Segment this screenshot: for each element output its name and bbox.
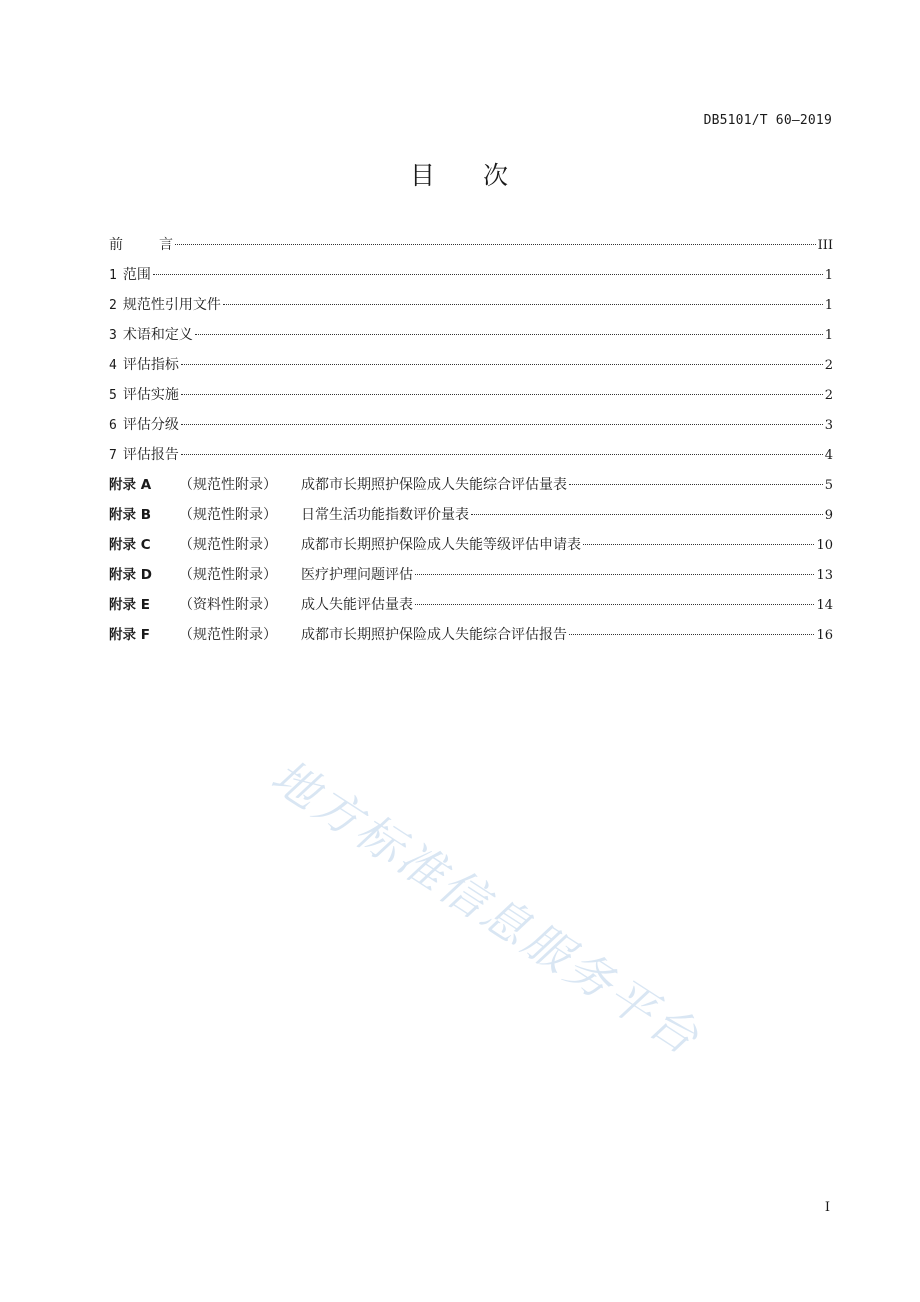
dot-leader [175, 244, 816, 245]
toc-page-number: 1 [824, 298, 833, 313]
toc-page-number: 2 [824, 358, 833, 373]
annex-prefix: 附录 E [109, 597, 150, 613]
annex-title: 日常生活功能指数评价量表 [301, 507, 469, 523]
dot-leader [181, 454, 823, 455]
dot-leader [181, 364, 823, 365]
dot-leader [415, 574, 814, 575]
dot-leader [153, 274, 823, 275]
section-title: 评估实施 [122, 387, 179, 403]
annex-title: 成人失能评估量表 [301, 597, 413, 613]
annex-prefix: 附录 C [109, 537, 151, 553]
dot-leader [181, 424, 823, 425]
section-number: 5 [109, 388, 117, 403]
section-number: 6 [109, 418, 117, 433]
annex-prefix: 附录 B [109, 507, 151, 523]
annex-title: 成都市长期照护保险成人失能综合评估报告 [301, 627, 567, 643]
section-number: 1 [109, 268, 117, 283]
table-of-contents [109, 234, 833, 654]
toc-page-number: 4 [824, 448, 833, 463]
toc-entry-annex-e[interactable] [109, 594, 833, 624]
toc-entry-annex-c[interactable] [109, 534, 833, 564]
dot-leader [569, 484, 823, 485]
toc-entry-annex-b[interactable] [109, 504, 833, 534]
dot-leader [415, 604, 814, 605]
annex-prefix: 附录 D [109, 567, 152, 583]
annex-type: （规范性附录） [179, 537, 277, 553]
toc-page-number: 5 [824, 478, 833, 493]
section-number: 2 [109, 298, 117, 313]
toc-entry-section-7[interactable] [109, 444, 833, 474]
annex-type: （规范性附录） [179, 567, 277, 583]
toc-entry-section-2[interactable] [109, 294, 833, 324]
toc-page-number: 10 [816, 538, 833, 553]
annex-type: （规范性附录） [179, 507, 277, 523]
page-title [0, 156, 920, 192]
annex-type: （规范性附录） [179, 627, 277, 643]
dot-leader [569, 634, 814, 635]
annex-title: 医疗护理问题评估 [301, 567, 413, 583]
section-title: 术语和定义 [122, 327, 193, 343]
dot-leader [181, 394, 823, 395]
title-char-1: 目 [409, 161, 437, 190]
toc-entry-section-4[interactable] [109, 354, 833, 384]
page-footer-number: I [824, 1200, 830, 1215]
section-number: 3 [109, 328, 117, 343]
toc-page-number: 1 [824, 328, 833, 343]
dot-leader [195, 334, 823, 335]
toc-entry-foreword[interactable] [109, 234, 833, 264]
dot-leader [223, 304, 823, 305]
toc-entry-annex-d[interactable] [109, 564, 833, 594]
section-title: 评估指标 [122, 357, 179, 373]
annex-title: 成都市长期照护保险成人失能等级评估申请表 [301, 537, 581, 553]
toc-page-number: 13 [816, 568, 833, 583]
annex-prefix: 附录 F [109, 627, 150, 643]
toc-entry-annex-f[interactable] [109, 624, 833, 654]
dot-leader [583, 544, 814, 545]
toc-entry-section-6[interactable] [109, 414, 833, 444]
toc-entry-section-5[interactable] [109, 384, 833, 414]
section-title: 范围 [122, 267, 151, 283]
section-title: 评估分级 [122, 417, 179, 433]
toc-page-number: 2 [824, 388, 833, 403]
section-number: 4 [109, 358, 117, 373]
toc-page-number: 1 [824, 268, 833, 283]
section-title: 规范性引用文件 [122, 297, 221, 313]
toc-entry-section-3[interactable] [109, 324, 833, 354]
toc-page-number: 9 [824, 508, 833, 523]
toc-page-number: 16 [816, 628, 833, 643]
section-title: 评估报告 [122, 447, 179, 463]
watermark: 地方标准信息服务平台 [261, 748, 711, 1067]
annex-type: （规范性附录） [179, 477, 277, 493]
toc-entry-section-1[interactable] [109, 264, 833, 294]
document-code: DB5101/T 60—2019 [703, 113, 832, 128]
annex-type: （资料性附录） [179, 597, 277, 613]
foreword-char-2: 言 [159, 237, 173, 253]
toc-page-number: III [817, 238, 833, 253]
annex-prefix: 附录 A [109, 477, 152, 493]
foreword-char-1: 前 [109, 237, 123, 253]
section-number: 7 [109, 448, 117, 463]
toc-entry-annex-a[interactable] [109, 474, 833, 504]
dot-leader [471, 514, 823, 515]
annex-title: 成都市长期照护保险成人失能综合评估量表 [301, 477, 567, 493]
title-char-2: 次 [483, 161, 511, 190]
toc-page-number: 3 [824, 418, 833, 433]
toc-page-number: 14 [816, 598, 833, 613]
